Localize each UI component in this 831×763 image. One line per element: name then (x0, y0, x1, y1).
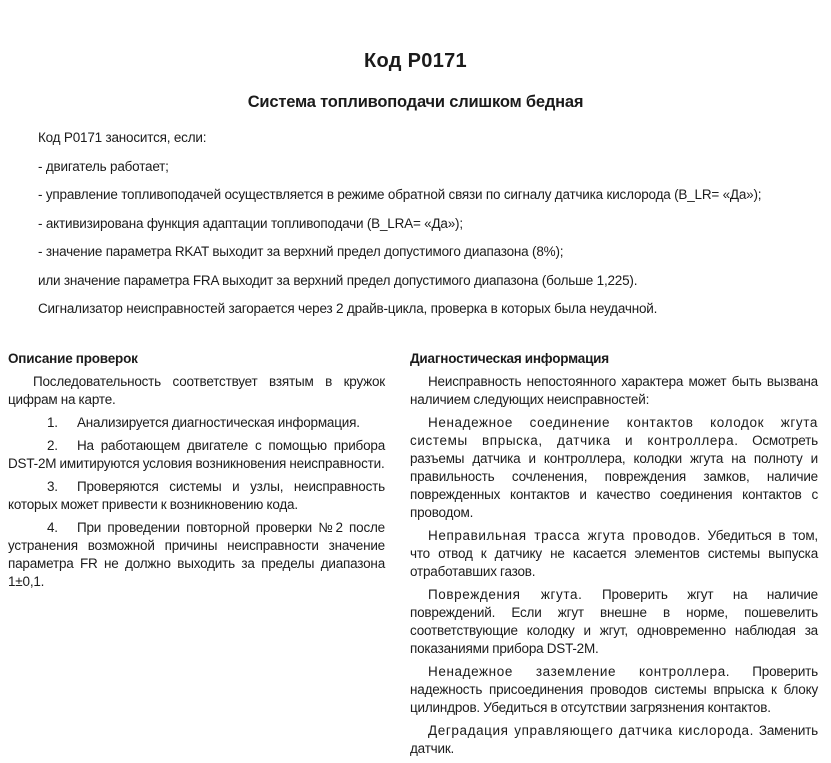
check-item (8, 478, 385, 514)
intro-line: - управление топливоподачей осуществляется в режиме обратной связи по сигналу датчика кислорода (B_LR= «Да»); (38, 187, 762, 202)
diagnostic-paragraph (410, 586, 818, 658)
diagnostic-lead: Деградация управляющего датчика кислорода. (428, 722, 755, 738)
check-item-text: На работающем двигателе с помощью прибора DST-2M имитируются условия возникновения неисправности. (8, 437, 385, 471)
intro-line: - двигатель работает; (38, 158, 169, 174)
page-subtitle: Система топливоподачи слишком бедная (247, 93, 584, 111)
diagnostic-intro: Неисправность непостоянного характера может быть вызвана наличием следующих неисправностей: (410, 373, 818, 407)
diagnostic-text: Проверить надежность присоединения проводов системы впрыска к блоку цилиндров. Убедиться в отсутствии загрязнения контактов. (410, 663, 818, 715)
check-item (8, 414, 385, 432)
diagnostic-paragraph (410, 663, 818, 717)
intro-line: - активизирована функция адаптации топливоподачи (B_LRA= «Да»); (38, 215, 463, 231)
diagnostic-paragraph (410, 722, 818, 758)
check-item-number: 2. (47, 437, 58, 453)
intro-line: - значение параметра RKAT выходит за верхний предел допустимого диапазона (8%); (38, 244, 564, 259)
intro-line: Код Р0171 заносится, если: (38, 130, 207, 145)
diagnostic-lead: Ненадежное соединение контактов колодок жгута системы впрыска, датчика и контроллера. (410, 414, 818, 448)
diagnostic-lead: Ненадежное заземление контроллера. (428, 663, 731, 679)
check-item (8, 437, 385, 473)
diagnostic-text: Убедиться в том, что отвод к датчику не касается элементов системы выпуска отработавших газов. (410, 527, 818, 579)
diagnostic-text: Заменить датчик. (410, 722, 818, 756)
check-item-text: При проведении повторной проверки №2 после устранения возможной причины неисправности значение параметра FR не должно выходить за пределы диапазона 1±0,1. (8, 519, 385, 589)
two-column-section (8, 350, 831, 763)
code-conditions-section (38, 129, 813, 319)
intro-line: или значение параметра FRA выходит за верхний предел допустимого диапазона (больше 1,225). (38, 272, 638, 288)
checks-intro: Последовательность соответствует взятым в кружок цифрам на карте. (8, 373, 385, 407)
check-item-text: Анализируется диагностическая информация. (77, 414, 360, 430)
check-item-number: 1. (47, 414, 58, 430)
diagnostic-lead: Неправильная трасса жгута проводов. (428, 527, 701, 543)
diagnostic-paragraph (410, 527, 818, 581)
diagnostic-text: Осмотреть разъемы датчика и контроллера, колодки жгута на полноту и правильность сочленения, повреждения замков, наличие поврежденных контактов и качество соединения контактов с проводом. (410, 432, 818, 520)
checks-column (8, 350, 385, 763)
diagnostic-column (410, 350, 818, 763)
diagnostic-lead: Повреждения жгута. (428, 586, 583, 602)
check-item-number: 4. (47, 519, 58, 535)
diagnostic-paragraph (410, 414, 818, 522)
check-item-text: Проверяются системы и узлы, неисправность которых может привести к возникновению кода. (8, 478, 385, 512)
intro-line: Сигнализатор неисправностей загорается через 2 драйв-цикла, проверка в которых была неудачной. (38, 301, 658, 316)
diagnostic-heading: Диагностическая информация (410, 350, 609, 366)
page-title: Код Р0171 (364, 50, 467, 72)
diagnostic-text: Проверить жгут на наличие повреждений. Если жгут внешне в норме, пошевелить соответствующие колодку и жгут, одновременно наблюдая за показаниями прибора DST-2M. (410, 586, 818, 656)
check-item-number: 3. (47, 478, 58, 494)
checks-heading: Описание проверок (8, 350, 138, 366)
check-item (8, 519, 385, 591)
